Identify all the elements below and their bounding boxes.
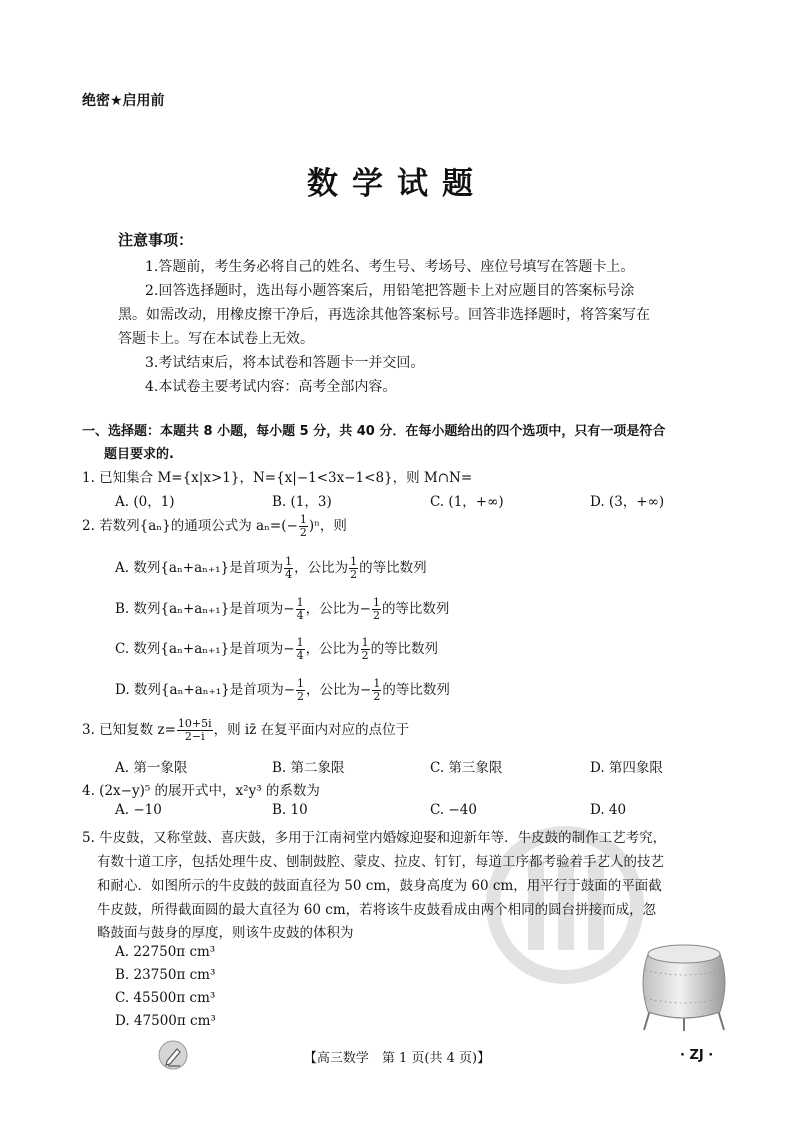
option-text: B. 数列{aₙ+aₙ₊₁}是首项为− <box>115 601 295 617</box>
q3-stem-pre: 3. 已知复数 z= <box>82 722 176 738</box>
fraction-denominator: 2 <box>372 609 380 622</box>
q3-fraction <box>177 718 213 743</box>
fraction-numerator: 1 <box>299 513 307 526</box>
notice-item: 1.答题前，考生务必将自己的姓名、考生号、考场号、座位号填写在答题卡上。 <box>145 259 635 275</box>
q3-option-b: B. 第二象限 <box>272 760 345 776</box>
q5-stem-line: 5. 牛皮鼓，又称堂鼓、喜庆鼓，多用于江南祠堂内婚嫁迎娶和迎新年等．牛皮鼓的制作工艺考究， <box>82 830 667 846</box>
q1-option-c: C. (1，+∞) <box>430 494 504 510</box>
fraction <box>296 637 305 662</box>
q2-stem-pre: 2. 若数列{aₙ}的通项公式为 aₙ=(− <box>82 518 298 534</box>
option-text: 的等比数列 <box>382 682 450 698</box>
q4-option-d: D. 40 <box>590 802 627 818</box>
q5-stem-line: 有数十道工序，包括处理牛皮、刨制鼓腔、蒙皮、拉皮、钉钉，每道工序都考验着手艺人的技艺 <box>97 854 664 870</box>
q3-option-a: A. 第一象限 <box>115 760 188 776</box>
option-text: 的等比数列 <box>370 641 439 657</box>
notice-item: 黑。如需改动，用橡皮擦干净后，再选涂其他答案标号。回答非选择题时，将答案写在 <box>118 307 650 323</box>
q2-option-b <box>115 597 449 622</box>
option-text: ，公比为− <box>305 601 371 617</box>
q5-stem-line: 和耐心．如图所示的牛皮鼓的鼓面直径为 50 cm，鼓身高度为 60 cm，用平行于鼓面的平面截 <box>97 878 662 894</box>
fraction-denominator: 4 <box>296 649 304 662</box>
q4-stem: 4. (2x−y)⁵ 的展开式中，x²y³ 的系数为 <box>82 783 320 799</box>
q3-option-c: C. 第三象限 <box>430 760 503 776</box>
q3-stem-post: ，则 iz̄ 在复平面内对应的点位于 <box>213 722 410 738</box>
fraction-numerator: 1 <box>296 636 304 649</box>
notice-item: 3.考试结束后，将本试卷和答题卡一并交回。 <box>145 355 425 371</box>
fraction-numerator: 1 <box>372 596 380 609</box>
q1-option-b: B. (1，3) <box>272 494 332 510</box>
q1-stem: 1. 已知集合 M={x|x>1}，N={x|−1<3x−1<8}，则 M∩N= <box>82 470 473 486</box>
page-title: 数学试题 <box>307 166 487 202</box>
q4-option-a: A. −10 <box>115 802 162 818</box>
option-text: C. 数列{aₙ+aₙ₊₁}是首项为− <box>115 641 295 657</box>
q4-option-c: C. −40 <box>430 802 477 818</box>
fraction <box>284 556 293 581</box>
q3-option-d: D. 第四象限 <box>590 760 663 776</box>
option-text: D. 数列{aₙ+aₙ₊₁}是首项为− <box>115 682 296 698</box>
fraction <box>361 637 370 662</box>
q4-option-b: B. 10 <box>272 802 308 818</box>
q2-option-c <box>115 637 438 662</box>
fraction <box>372 678 381 703</box>
option-text: ，公比为− <box>306 682 372 698</box>
notice-item: 答题卡上。写在本试卷上无效。 <box>118 331 314 347</box>
q5-option-c: C. 45500π cm³ <box>115 990 216 1006</box>
fraction-numerator: 1 <box>296 596 304 609</box>
fraction-numerator: 1 <box>297 677 305 690</box>
fraction-numerator: 10+5i <box>177 717 212 730</box>
q2-stem-fraction <box>299 514 308 539</box>
fraction-denominator: 2 <box>361 649 369 662</box>
fraction-denominator: 2 <box>299 526 307 539</box>
footer-code: · ZJ · <box>680 1048 714 1063</box>
notice-item: 2.回答选择题时，选出每小题答案后，用铅笔把答题卡上对应题目的答案标号涂 <box>145 283 635 299</box>
fraction <box>349 556 358 581</box>
option-text: A. 数列{aₙ+aₙ₊₁}是首项为 <box>115 560 284 576</box>
fraction <box>296 678 305 703</box>
notice-item: 4.本试卷主要考试内容：高考全部内容。 <box>145 379 397 395</box>
fraction-denominator: 2 <box>373 690 381 703</box>
secret-label: 绝密★启用前 <box>82 93 165 109</box>
notice-heading: 注意事项： <box>118 231 194 249</box>
fraction-denominator: 2−i <box>184 730 205 743</box>
q2-stem-post: )ⁿ，则 <box>308 518 347 534</box>
fraction-denominator: 2 <box>350 568 358 581</box>
fraction <box>372 597 381 622</box>
fraction-denominator: 2 <box>297 690 305 703</box>
q2-stem <box>82 514 347 539</box>
q5-stem-line: 牛皮鼓，所得截面圆的最大直径为 60 cm，若将该牛皮鼓看成由两个相同的圆台拼接而成，忽 <box>97 902 657 918</box>
q5-stem-line: 略鼓面与鼓身的厚度，则该牛皮鼓的体积为 <box>97 925 354 941</box>
q1-option-a: A. (0，1) <box>115 494 175 510</box>
option-text: ，公比为 <box>305 641 360 657</box>
option-text: 的等比数列 <box>381 601 450 617</box>
footer-page-info: 【高三数学 第 1 页(共 4 页)】 <box>303 1051 491 1066</box>
fraction-numerator: 1 <box>285 555 293 568</box>
fraction-numerator: 1 <box>361 636 369 649</box>
fraction-numerator: 1 <box>373 677 381 690</box>
fraction <box>296 597 305 622</box>
option-text: 的等比数列 <box>359 560 427 576</box>
section-heading: 一、选择题：本题共 8 小题，每小题 5 分，共 40 分．在每小题给出的四个选项中，只有一项是符合 <box>82 424 666 439</box>
q2-option-a <box>115 556 427 581</box>
fraction-denominator: 4 <box>285 568 293 581</box>
q5-option-b: B. 23750π cm³ <box>115 967 216 983</box>
q1-option-d: D. (3，+∞) <box>590 494 665 510</box>
q3-stem <box>82 718 409 743</box>
q2-option-d <box>115 678 450 703</box>
drum-image <box>636 940 732 1032</box>
option-text: ，公比为 <box>294 560 349 576</box>
fraction-denominator: 4 <box>296 609 304 622</box>
fraction-numerator: 1 <box>350 555 358 568</box>
q5-option-a: A. 22750π cm³ <box>115 944 216 960</box>
q5-option-d: D. 47500π cm³ <box>115 1013 216 1029</box>
section-heading-cont: 题目要求的. <box>104 447 174 462</box>
